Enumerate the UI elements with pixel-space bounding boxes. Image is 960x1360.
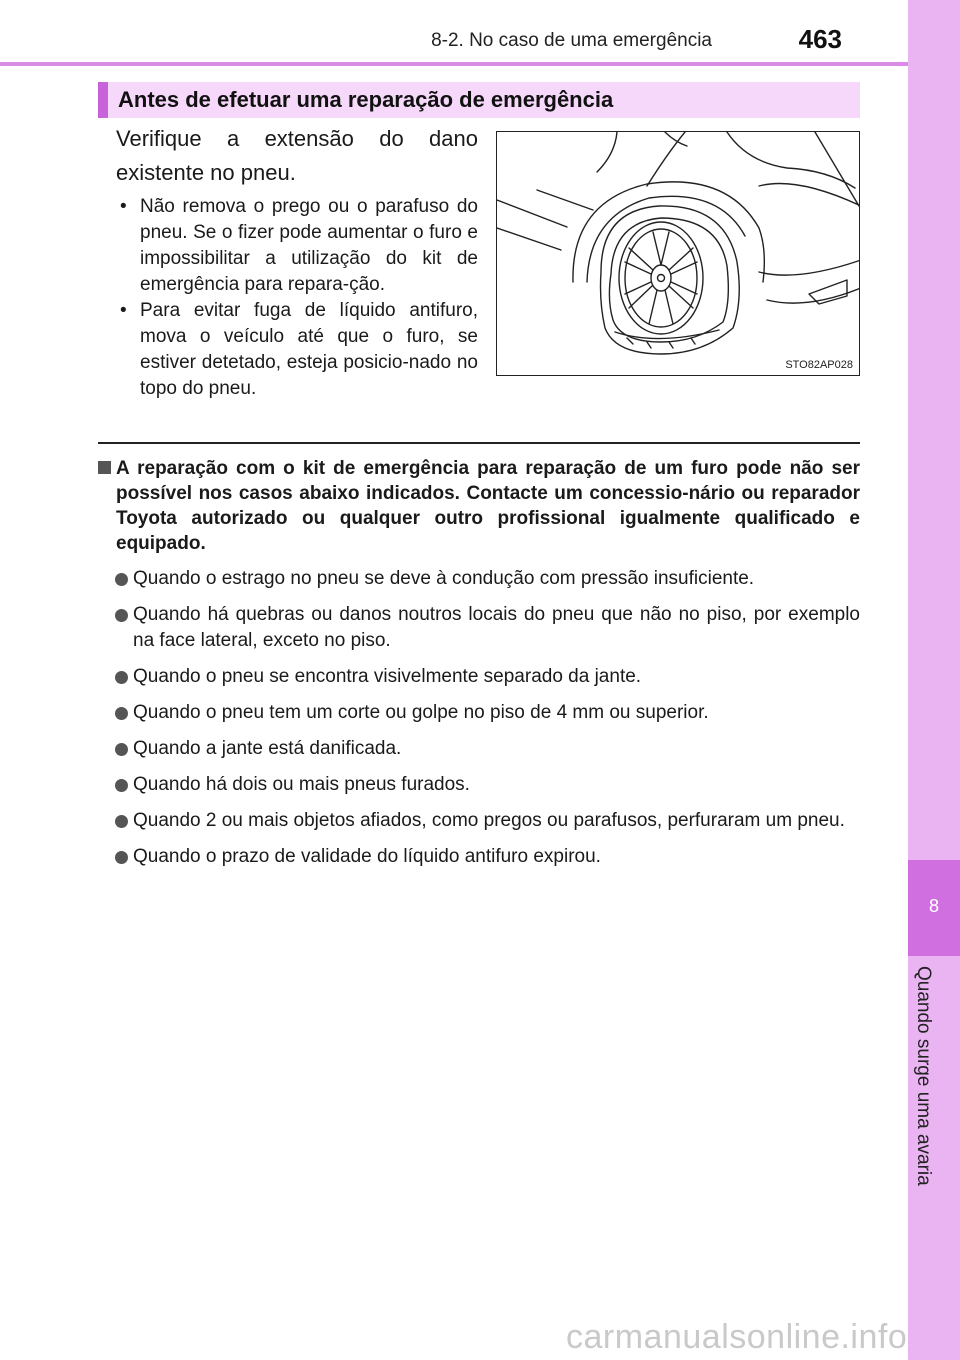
note-item-text: Quando 2 ou mais objetos afiados, como pregos ou parafusos, perfuraram um pneu. — [133, 810, 845, 831]
note-heading-text: A reparação com o kit de emergência para reparação de um furo pode não ser possível nos casos abaixo indicados. Contacte um concessio-nário ou reparador Toyota autorizado ou qualquer outro profissional igualmente qualificado e equipado. — [116, 458, 860, 554]
page-header — [0, 0, 908, 66]
note-list — [98, 566, 860, 870]
circle-bullet-icon — [115, 815, 128, 828]
intro-bullet-text: Não remova o prego ou o parafuso do pneu. Se o fizer pode aumentar o furo e impossibilitar a utilização do kit de emergência para repara-ção. — [140, 196, 478, 295]
note-item — [98, 772, 860, 798]
chapter-title: Quando surge uma avaria — [913, 966, 934, 1186]
flat-tire-drawing — [497, 132, 860, 376]
circle-bullet-icon — [115, 851, 128, 864]
header-rule — [0, 62, 908, 66]
circle-bullet-icon — [115, 573, 128, 586]
section-heading: Antes de efetuar uma reparação de emergência — [98, 82, 860, 118]
intro-bullet — [116, 298, 478, 402]
flat-tire-illustration — [496, 131, 860, 376]
intro-bullet-text: Para evitar fuga de líquido antifuro, mova o veículo até que o furo, se estiver detetado, esteja posicio-nado no topo do pneu. — [140, 300, 478, 399]
intro-lead: Verifique a extensão do dano existente no pneu. — [116, 126, 478, 185]
bullet-dot-icon: • — [120, 300, 127, 321]
note-item — [98, 808, 860, 834]
note-item — [98, 736, 860, 762]
section-divider — [98, 442, 860, 444]
figure-code: STO82AP028 — [785, 359, 853, 371]
square-bullet-icon — [98, 461, 111, 474]
note-item — [98, 664, 860, 690]
intro-bullet — [116, 194, 478, 298]
note-item-text: Quando há quebras ou danos noutros locais do pneu que não no piso, por exemplo na face lateral, exceto no piso. — [133, 604, 860, 651]
note-heading — [98, 456, 860, 556]
circle-bullet-icon — [115, 779, 128, 792]
note-item — [98, 844, 860, 870]
watermark: carmanualsonline.info — [566, 1318, 908, 1356]
note-item — [98, 602, 860, 654]
note-item-text: Quando o estrago no pneu se deve à condução com pressão insuficiente. — [133, 568, 755, 589]
note-item-text: Quando a jante está danificada. — [133, 738, 402, 759]
note-item — [98, 566, 860, 592]
circle-bullet-icon — [115, 707, 128, 720]
note-item-text: Quando o pneu tem um corte ou golpe no piso de 4 mm ou superior. — [133, 702, 709, 723]
note-item-text: Quando o prazo de validade do líquido antifuro expirou. — [133, 846, 601, 867]
note-item-text: Quando o pneu se encontra visivelmente separado da jante. — [133, 666, 642, 687]
page-number: 463 — [798, 24, 842, 54]
header-section-title: 8-2. No caso de uma emergência — [431, 30, 712, 51]
circle-bullet-icon — [115, 743, 128, 756]
intro-bullet-list — [116, 194, 478, 402]
note-block — [98, 456, 860, 880]
intro-block — [116, 122, 478, 402]
circle-bullet-icon — [115, 671, 128, 684]
note-item-text: Quando há dois ou mais pneus furados. — [133, 774, 470, 795]
note-item — [98, 700, 860, 726]
circle-bullet-icon — [115, 609, 128, 622]
bullet-dot-icon: • — [120, 196, 127, 217]
chapter-tab[interactable] — [908, 860, 960, 956]
chapter-number: 8 — [928, 896, 939, 916]
